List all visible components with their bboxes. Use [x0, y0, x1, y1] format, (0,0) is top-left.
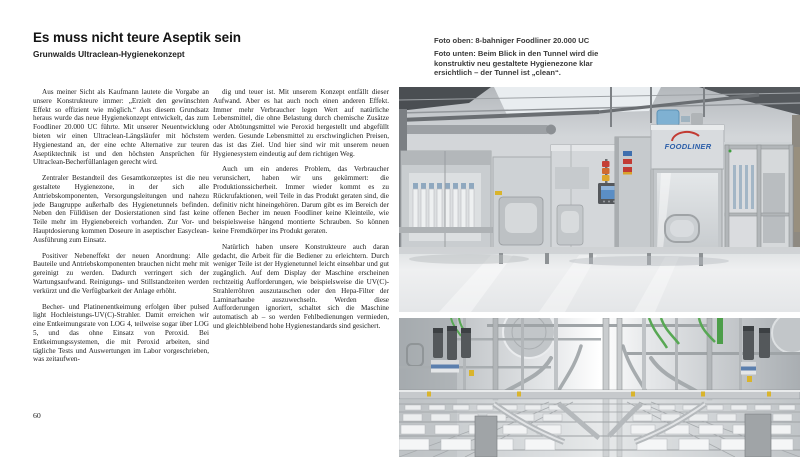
machine-tall-cabinet — [551, 145, 625, 253]
conveyor-deck — [399, 399, 800, 457]
paragraph: Auch um ein anderes Problem, das Verbraucher verunsichert, haben wir uns gekümmert: die Produktionssicherheit. Immer wieder kommt es zu Rückrufaktionen, weil Teile in das Produkt geraten sind, die definitiv nicht hineingehören. Darum gibt es im Bereich der offenen Becher im neuen Foodliner keine Kleinteile, wie beispielsweise hängend montierte Schrauben. So können keine Fremdkörper ins Produkt geraten. — [213, 165, 389, 235]
paragraph: Becher- und Platinenentkeimung erfolgen über pulsed light Hochleistungs-UV(C)-Strahler. Damit erreichen wir eine Entkeimungsrate von LOG 4, teilweise sogar über LOG 5, und das ohne Einsatz von Peroxid. Bei Entkeimungssystemen, die mit Peroxid arbeiten, sind tägliche Tests und Auswertungen im Labor vorgeschrieben, was zeitaufwen- — [33, 302, 209, 364]
machine-mid-cabinet — [493, 157, 551, 253]
caption-photo-bottom: Foto unten: Beim Blick in den Tunnel wird die konstruktiv neu gestaltete Hygienezone klar ersichtlich – der Tunnel ist „clean“. — [434, 49, 599, 77]
headline-block — [33, 30, 363, 59]
hygiene-tunnel-illustration — [399, 318, 800, 457]
support-post — [475, 416, 497, 457]
text-column-1 — [33, 88, 209, 371]
machine-center-tower — [615, 137, 651, 253]
paragraph: Natürlich haben unsere Konstrukteure auch daran gedacht, die Arbeit für die Bediener zu erleichtern. Durch weniger Teile ist der Hygienetunnel leicht einsehbar und gut zugänglich. Auf dem Display der Maschine erscheinen rechtzeitig Aufforderungen, wie beispielsweise die UV(C)-Strahlerröhren auszutauschen oder den Hepa-Filter der Laminarhaube auszuwechseln. Werden diese Aufforderungen ignoriert, schaltet sich die Maschine automatisch ab – so werden Fehlbedienungen vermieden, und gleichbleibend hohe Hygienestandards sind gesichert. — [213, 242, 389, 330]
paragraph: Aus meiner Sicht als Kaufmann lautete die Vorgabe an unsere Konstrukteure immer: „Erzielt den gewünschten Effekt so effizient wie möglich.“ Aus diesem Grundsatz heraus wurde das neue Hygienekonzept entwickelt, das zum Foodliner 20.000 UC führte. Mit unserer Neuentwicklung bieten wir einen Ultraclean-Längsläufer mit höchstem Hygienestand an, der eine echte Alternative zur teuren Aseptiktechnik ist und den höchsten Ansprüchen für Ultraclean-Becherfüllanlagen gerecht wird. — [33, 88, 209, 167]
machine-logo-unit — [651, 110, 724, 253]
mid-rail — [399, 390, 800, 399]
hall-floor — [399, 247, 800, 312]
label-sticker-blue — [623, 151, 632, 156]
caption-photo-top: Foto oben: 8-bahniger Foodliner 20.000 UC — [434, 36, 590, 45]
page-number: 60 — [33, 411, 41, 420]
text-column-2 — [213, 88, 389, 338]
logo-text: FOODLINER — [664, 142, 712, 151]
photo-captions — [434, 36, 624, 77]
page-subtitle: Grunwalds Ultraclean-Hygienekonzept — [33, 49, 185, 59]
air-duct — [399, 125, 551, 134]
label-sticker-red — [623, 159, 632, 164]
cip-cylinder — [657, 110, 679, 126]
green-indicator-light — [729, 150, 732, 153]
skylight — [494, 87, 661, 115]
warning-tag — [469, 370, 474, 376]
photo-top-foodliner-hall — [399, 87, 800, 312]
photo-bottom-hygiene-tunnel — [399, 318, 800, 457]
hall-ceiling — [399, 87, 800, 145]
paragraph: dig und teuer ist. Mit unserem Konzept entfällt dieser Aufwand. Aber es hat auch noch einen anderen Effekt. Immer mehr Verbraucher legen Wert auf natürliche Lebensmittel, die ohne Belastung durch chemische Zusätze oder Abtötungsmittel wie Peroxid hergestellt und abgefüllt werden. Gesunde Lebensmittel zu erschwinglichen Preisen, das ist das Ziel. Und hier sind wir mit unserem neuen Hygienesystem eindeutig auf dem richtigen Weg. — [213, 88, 389, 158]
foodliner-hall-illustration — [399, 87, 800, 312]
paragraph: Zentraler Bestandteil des Gesamtkonzeptes ist die neu gestaltete Hygienezone, in der sich alle Antriebskomponenten, Versorgungsleitungen und nahezu jede Baugruppe außerhalb des Hygienetunnels befinden. Neben den Fülldüsen der Dosierstationen sind fast keine Teile mehr im Hygienebereich vorhanden. Zur Vor- und Hauptdosierung kommen Doseure in aseptischer Easyclean-Ausführung zum Einsatz. — [33, 174, 209, 244]
paragraph: Positiver Nebeneffekt der neuen Anordnung: Alle Bauteile und Antriebskomponenten brauchen nicht mehr mit gereinigt zu werden. Dadurch verringert sich der Wartungsaufwand. Reinigungs- und Stillstandzeiten werden verkürzt und die Verfügbarkeit der Anlage erhöht. — [33, 251, 209, 295]
warning-tag — [495, 191, 502, 195]
page-title: Es muss nicht teure Aseptik sein — [33, 30, 241, 45]
